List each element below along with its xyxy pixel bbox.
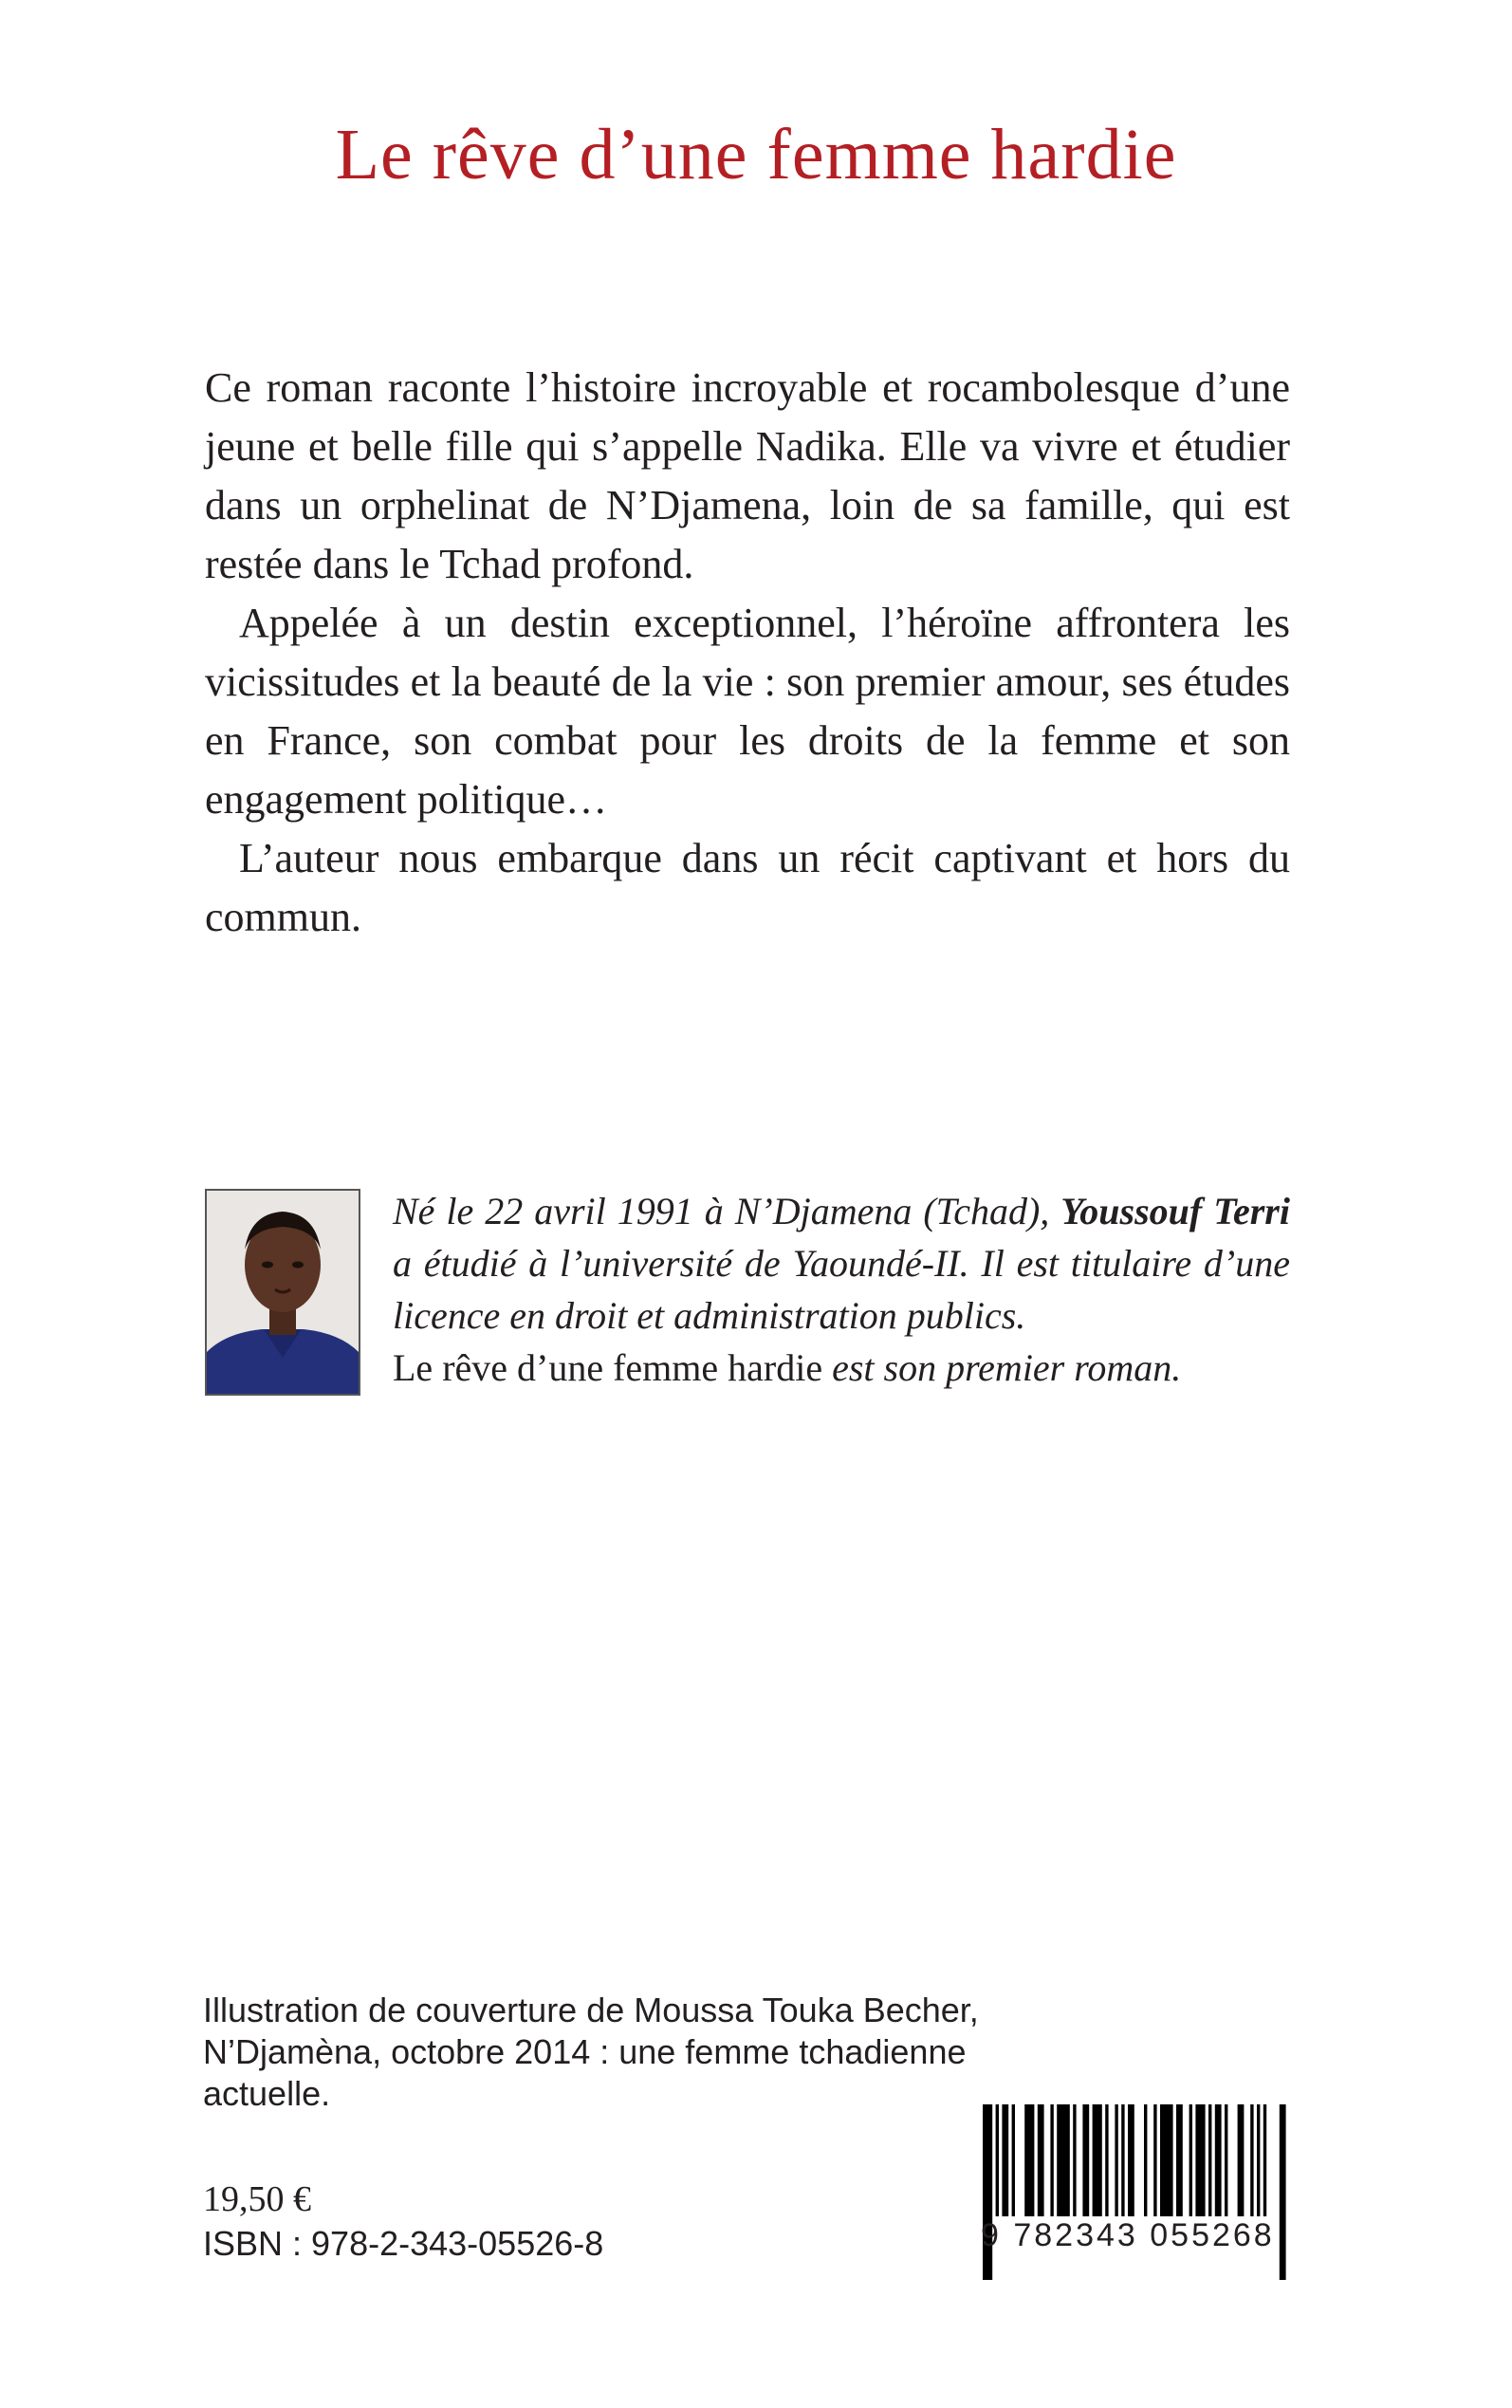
- book-title: Le rêve d’une femme hardie: [335, 115, 1177, 194]
- back-cover-blurb: [205, 359, 1290, 947]
- barcode-bar: [1195, 2104, 1205, 2216]
- price: 19,50 €: [203, 2179, 311, 2219]
- barcode-bar: [1038, 2104, 1044, 2216]
- barcode-bar: [1105, 2104, 1108, 2216]
- bio-book-title: Le rêve d’une femme hardie: [393, 1346, 823, 1389]
- author-photo: [205, 1189, 360, 1396]
- barcode-bar: [1002, 2104, 1008, 2216]
- blurb-paragraph: Appelée à un destin exceptionnel, l’héroïne affrontera les vicissitudes et la beauté de la vie : son premier amour, ses études en France, son combat pour les droits de la femme et son engagement politique…: [205, 600, 1290, 823]
- barcode-bar: [1057, 2104, 1070, 2216]
- barcode-bar: [1050, 2104, 1053, 2216]
- barcode-bar: [1144, 2104, 1147, 2216]
- barcode-bar: [1012, 2104, 1015, 2216]
- barcode-bar: [1093, 2104, 1102, 2216]
- barcode-bar: [996, 2104, 999, 2216]
- barcode-bar: [1263, 2104, 1266, 2216]
- barcode-digits: 9 782343 055268: [981, 2217, 1275, 2253]
- blurb-paragraph: Ce roman raconte l’histoire incroyable et rocambolesque d’une jeune et belle fille qui s’appelle Nadika. Elle va vivre et étudier dans un orphelinat de N’Djamena, loin de sa famille, qui est restée dans le Tchad profond.: [205, 364, 1290, 587]
- barcode-bar: [1160, 2104, 1173, 2216]
- barcode-bar: [1121, 2104, 1124, 2216]
- barcode-bar: [1189, 2104, 1192, 2216]
- barcode-bar: [1250, 2104, 1253, 2216]
- barcode-bar: [1257, 2104, 1260, 2216]
- bio-rest: a étudié à l’université de Yaoundé-II. Il est titulaire d’une licence en droit et administration publics.: [393, 1242, 1290, 1337]
- barcode-bar: [1176, 2104, 1183, 2216]
- bio-end: est son premier roman.: [832, 1346, 1182, 1389]
- author-name: Youssouf Terri: [1060, 1190, 1290, 1232]
- barcode-bar: [1208, 2104, 1211, 2216]
- barcode-bar: [1073, 2104, 1076, 2216]
- barcode-bar: [1128, 2104, 1134, 2216]
- author-bio: [393, 1185, 1290, 1394]
- barcode-bar: [1024, 2104, 1034, 2216]
- barcode-bar: [1153, 2104, 1156, 2216]
- barcode-bar: [1225, 2104, 1227, 2216]
- author-portrait-icon: [207, 1191, 359, 1394]
- cover-illustration-credit: Illustration de couverture de Moussa Touka Becher, N’Djamèna, octobre 2014 : une femme tchadienne actuelle.: [203, 1991, 979, 2113]
- barcode-bar: [1215, 2104, 1222, 2216]
- barcode-bar: [1115, 2104, 1117, 2216]
- bio-intro: Né le 22 avril 1991 à N’Djamena (Tchad),: [393, 1190, 1050, 1232]
- barcode-bar: [1238, 2104, 1245, 2216]
- blurb-paragraph: L’auteur nous embarque dans un récit captivant et hors du commun.: [205, 835, 1290, 940]
- isbn: ISBN : 978-2-343-05526-8: [203, 2224, 604, 2263]
- barcode-bar: [1082, 2104, 1089, 2216]
